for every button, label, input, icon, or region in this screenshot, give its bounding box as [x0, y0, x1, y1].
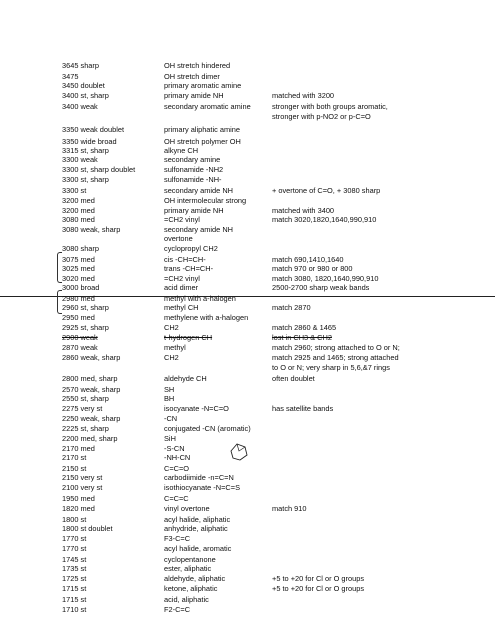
frequency-cell: 1770 st [62, 533, 87, 543]
group-cell: secondary aromatic amine [164, 101, 251, 111]
frequency-cell: 2225 st, sharp [62, 423, 109, 433]
note-cell: matched with 3200 [272, 91, 335, 101]
table-row [0, 595, 495, 604]
table-row [0, 434, 495, 443]
group-cell: aldehyde CH [164, 374, 207, 384]
table-row [0, 225, 495, 234]
group-cell: methyl with a-halogen [164, 293, 236, 303]
table-row [0, 404, 495, 413]
group-cell: aldehyde, aliphatic [164, 573, 226, 583]
table-row [0, 323, 495, 332]
frequency-cell: 3025 med [62, 264, 95, 274]
table-row [0, 274, 495, 283]
note-cell: lost in CH3 & CH2 [272, 332, 332, 342]
frequency-cell: 2860 weak, sharp [62, 353, 121, 363]
frequency-cell: 3300 st, sharp [62, 175, 109, 185]
table-row [0, 303, 495, 312]
frequency-cell: 3020 med [62, 273, 95, 283]
table-row [0, 196, 495, 205]
note-cell: 2500-2700 sharp weak bands [272, 283, 370, 293]
frequency-cell: 3450 doublet [62, 80, 105, 90]
table-row [0, 584, 495, 593]
frequency-cell: 2250 weak, sharp [62, 414, 121, 424]
frequency-cell: 2200 med, sharp [62, 434, 118, 444]
table-row [0, 313, 495, 322]
frequency-cell: 3300 st [62, 185, 87, 195]
table-row [0, 175, 495, 184]
group-cell: secondary amine [164, 155, 221, 165]
group-cell: isothiocyanate -N=C=S [164, 483, 240, 493]
group-cell: OH stretch polymer OH [164, 136, 241, 146]
table-row [0, 374, 495, 383]
group-cell: =CH2 vinyl [164, 273, 200, 283]
group-cell: methylene with a-halogen [164, 312, 249, 322]
table-row [0, 385, 495, 394]
frequency-cell: 3300 weak [62, 155, 98, 165]
table-row [0, 515, 495, 524]
frequency-cell: 1735 st [62, 564, 87, 574]
group-cell: conjugated -CN (aromatic) [164, 423, 251, 433]
group-cell: acid dimer [164, 283, 199, 293]
table-row [0, 353, 495, 362]
frequency-cell: 2170 st [62, 453, 87, 462]
frequency-cell: 2870 weak [62, 343, 98, 352]
note-cell: often doublet [272, 374, 315, 384]
note-cell: has satellite bands [272, 403, 334, 413]
group-cell: OH stretch dimer [164, 71, 220, 81]
group-cell: vinyl overtone [164, 504, 210, 514]
note-cell: match 970 or 980 or 800 [272, 264, 353, 274]
group-cell: t-hydrogen CH [164, 332, 213, 342]
note-cell: +5 to +20 for Cl or O groups [272, 573, 365, 583]
table-row [0, 244, 495, 253]
note-cell: match 3080, 1820,1640,990,910 [272, 273, 379, 283]
group-cell: F3-C=C [164, 533, 191, 543]
frequency-cell: 2960 st, sharp [62, 303, 109, 313]
note-cell: stronger with both groups aromatic, [272, 101, 388, 111]
frequency-cell: 1745 st [62, 554, 87, 564]
frequency-cell: 2275 very st [62, 403, 103, 413]
group-cell: sulfonamide -NH- [164, 175, 222, 185]
frequency-cell: 3200 med [62, 205, 95, 215]
table-row [0, 72, 495, 81]
group-cell: CH2 [164, 323, 179, 332]
group-cell: acyl halide, aliphatic [164, 514, 231, 524]
table-row [0, 343, 495, 352]
group-cell: methyl CH [164, 303, 199, 313]
table-row [0, 363, 495, 372]
frequency-cell: 2925 st, sharp [62, 323, 109, 332]
group-cell: acyl halide, aromatic [164, 544, 232, 554]
table-row [0, 294, 495, 303]
group-cell: overtone [164, 233, 193, 243]
table-row [0, 605, 495, 614]
table-row [0, 234, 495, 243]
group-cell: OH intermolecular strong [164, 196, 247, 206]
group-cell: cyclopentanone [164, 554, 216, 564]
group-cell: ketone, aliphatic [164, 584, 218, 593]
table-row [0, 155, 495, 164]
group-cell: cyclopropyl CH2 [164, 244, 218, 254]
table-row [0, 112, 495, 121]
group-cell: primary amide NH [164, 205, 224, 215]
frequency-cell: 2150 st [62, 463, 87, 473]
table-row [0, 264, 495, 273]
table-row [0, 186, 495, 195]
note-cell: matched with 3400 [272, 205, 335, 215]
group-cell: acid, aliphatic [164, 594, 209, 604]
table-row [0, 574, 495, 583]
group-cell: BH [164, 394, 175, 404]
frequency-cell: 3645 sharp [62, 61, 99, 70]
group-cell: =CH2 vinyl [164, 215, 200, 225]
frequency-cell: 2950 med [62, 312, 95, 322]
group-cell: C=C=C [164, 493, 189, 503]
frequency-cell: 2150 very st [62, 472, 103, 482]
note-cell: match 2860 & 1465 [272, 323, 337, 332]
table-row [0, 534, 495, 543]
group-cell: SiH [164, 434, 176, 444]
frequency-cell: 3080 weak, sharp [62, 224, 121, 234]
table-row [0, 283, 495, 292]
frequency-cell: 2170 med [62, 443, 95, 453]
frequency-cell: 1725 st [62, 573, 87, 583]
table-row [0, 564, 495, 573]
frequency-cell: 3300 st, sharp doublet [62, 164, 136, 174]
table-row [0, 453, 495, 462]
table-row [0, 394, 495, 403]
group-cell: ester, aliphatic [164, 564, 212, 574]
table-row [0, 102, 495, 111]
frequency-cell: 3350 weak doublet [62, 124, 125, 134]
group-cell: SH [164, 384, 175, 394]
note-cell: match 2925 and 1465; strong attached [272, 353, 399, 363]
group-cell: trans -CH=CH- [164, 264, 214, 274]
table-row [0, 125, 495, 134]
note-cell: match 690,1410,1640 [272, 254, 344, 264]
table-row [0, 333, 495, 342]
frequency-cell: 1715 st [62, 584, 87, 593]
table-row [0, 206, 495, 215]
table-row [0, 215, 495, 224]
table-row [0, 473, 495, 482]
frequency-cell: 2980 med [62, 293, 95, 303]
frequency-cell: 2100 very st [62, 483, 103, 493]
frequency-cell: 2900 weak [62, 332, 98, 342]
frequency-cell: 1820 med [62, 504, 95, 514]
group-cell: -CN [164, 414, 178, 424]
note-cell: to O or N; very sharp in 5,6,&7 rings [272, 362, 390, 372]
note-cell: +5 to +20 for Cl or O groups [272, 584, 365, 593]
group-cell: isocyanate -N=C=O [164, 403, 229, 413]
frequency-cell: 1950 med [62, 493, 95, 503]
frequency-cell: 3475 [62, 71, 79, 81]
group-cell: -NH-CN [164, 453, 191, 462]
table-row [0, 165, 495, 174]
table-row [0, 81, 495, 90]
table-row [0, 504, 495, 513]
table-row [0, 494, 495, 503]
table-row [0, 255, 495, 264]
table-row [0, 91, 495, 100]
table-row [0, 524, 495, 533]
frequency-cell: 3400 st, sharp [62, 91, 109, 101]
table-row [0, 444, 495, 453]
group-cell: anhydride, aliphatic [164, 524, 228, 534]
frequency-cell: 3400 weak [62, 101, 98, 111]
frequency-cell: 3000 broad [62, 283, 100, 293]
frequency-cell: 2570 weak, sharp [62, 384, 121, 394]
group-cell: sulfonamide -NH2 [164, 164, 224, 174]
frequency-cell: 1800 st [62, 514, 87, 524]
group-cell: primary aliphatic amine [164, 124, 240, 134]
table-row [0, 414, 495, 423]
group-cell: carbodiimide -n=C=N [164, 472, 234, 482]
group-cell: CH2 [164, 353, 179, 363]
group-cell: -S-CN [164, 443, 185, 453]
frequency-cell: 3315 st, sharp [62, 145, 109, 155]
table-row [0, 146, 495, 155]
frequency-cell: 3080 med [62, 215, 95, 225]
table-row [0, 555, 495, 564]
note-cell: match 910 [272, 504, 307, 514]
frequency-cell: 3350 wide broad [62, 136, 117, 146]
table-row [0, 137, 495, 146]
frequency-cell: 2800 med, sharp [62, 374, 118, 384]
group-cell: primary amide NH [164, 91, 224, 101]
frequency-cell: 1710 st [62, 605, 87, 614]
frequency-cell: 1770 st [62, 544, 87, 554]
frequency-cell: 1715 st [62, 594, 87, 604]
frequency-cell: 3080 sharp [62, 244, 99, 254]
group-cell: secondary amide NH [164, 224, 234, 234]
table-row [0, 464, 495, 473]
group-cell: OH stretch hindered [164, 61, 231, 70]
frequency-cell: 2550 st, sharp [62, 394, 109, 404]
table-row [0, 61, 495, 70]
frequency-cell: 1800 st doublet [62, 524, 113, 534]
note-cell: match 2960; strong attached to O or N; [272, 343, 400, 352]
group-cell: primary aromatic amine [164, 80, 242, 90]
group-cell: secondary amide NH [164, 185, 234, 195]
note-cell: match 2870 [272, 303, 311, 313]
note-cell: match 3020,1820,1640,990,910 [272, 215, 377, 225]
group-cell: methyl [164, 343, 186, 352]
frequency-cell: 3075 med [62, 254, 95, 264]
note-cell: stronger with p-NO2 or p-C=O [272, 112, 371, 122]
group-cell: cis -CH=CH- [164, 254, 206, 264]
group-cell: F2-C=C [164, 605, 191, 614]
table-row [0, 424, 495, 433]
note-cell: + overtone of C=O, + 3080 sharp [272, 185, 381, 195]
table-row [0, 483, 495, 492]
frequency-cell: 3200 med [62, 196, 95, 206]
group-cell: alkyne CH [164, 145, 199, 155]
table-row [0, 544, 495, 553]
group-cell: C=C=O [164, 463, 190, 473]
